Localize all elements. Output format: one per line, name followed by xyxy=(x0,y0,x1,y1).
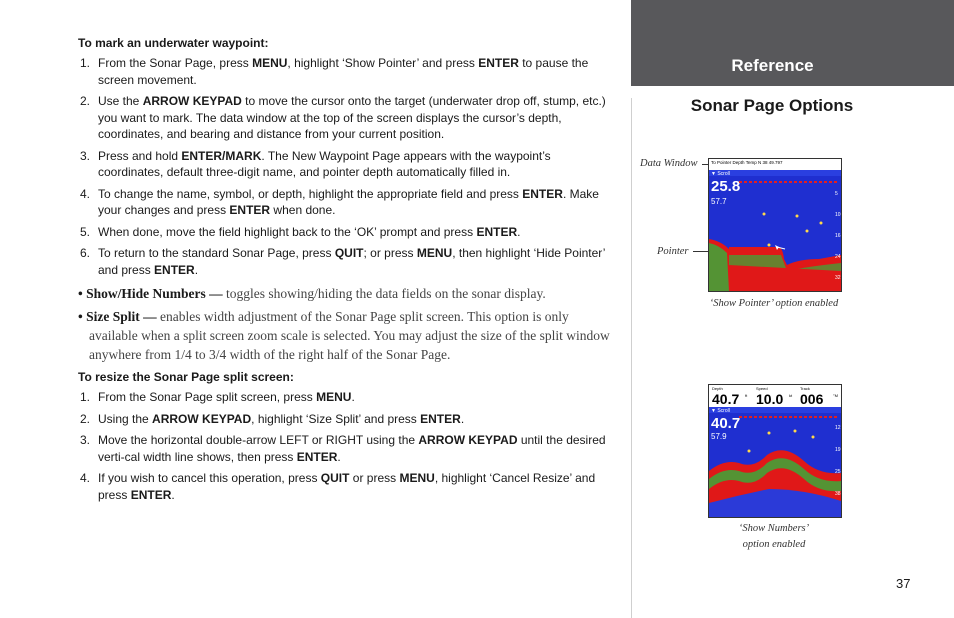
depth-scale-label: 16 xyxy=(835,233,841,239)
fig1-temp-readout: 57.7 xyxy=(711,197,727,206)
step-number: 3. xyxy=(80,148,91,163)
step-number: 4. xyxy=(80,186,91,201)
reference-banner xyxy=(631,0,954,86)
fig2-depth-readout: 40.7 xyxy=(711,415,741,432)
sonar-screenshot-show-pointer xyxy=(708,158,842,292)
step-number: 2. xyxy=(80,411,91,426)
depth-scale-label: 12 xyxy=(835,425,841,431)
depth-scale-label: 19 xyxy=(835,447,841,453)
task1-step-4: 4. To change the name, symbol, or depth, highlight the appropriate field and press ENTER. Make your changes and press ENTER when done. xyxy=(80,186,599,217)
bullet1-text: toggles showing/hiding the data fields on the sonar display. xyxy=(222,286,546,301)
key-name: ENTER xyxy=(154,262,195,277)
task2-heading: To resize the Sonar Page split screen: xyxy=(78,370,294,384)
data-field-unit: kt xyxy=(789,393,793,398)
step-number: 1. xyxy=(80,56,91,70)
key-name: QUIT xyxy=(320,471,350,485)
task2-steps xyxy=(78,389,618,503)
fig2-caption-line1: ‘Show Numbers’ xyxy=(738,523,810,534)
data-field-label: Depth xyxy=(712,386,723,391)
data-field-value: 006 xyxy=(800,391,824,407)
task1-heading: To mark an underwater waypoint: xyxy=(78,36,269,50)
sonar-image-2 xyxy=(709,385,841,517)
bullet1-title: • Show/Hide Numbers — xyxy=(78,286,223,301)
fig1-header-text: To Pointer Depth Temp N 38 49.797 xyxy=(711,160,783,165)
task2-step-4: 4. If you wish to cancel this operation, press QUIT or press MENU, highlight ‘Cancel Resize’ and press ENTER. xyxy=(80,471,596,502)
bullet2-title: • Size Split — xyxy=(78,309,157,324)
depth-scale-label: 32 xyxy=(835,275,841,281)
task1-step-6: 6. To return to the standard Sonar Page, press QUIT; or press MENU, then highlight ‘Hide Pointer’ and press ENTER. xyxy=(80,246,605,277)
column-divider xyxy=(631,98,632,618)
key-name: MENU xyxy=(316,390,352,404)
key-name: QUIT xyxy=(334,246,364,260)
key-name: MENU xyxy=(252,56,288,70)
task1-step-2: 2. Use the ARROW KEYPAD to move the cursor onto the target (underwater drop off, stump, etc.) you want to mark. The data window at the top of the screen displays the cursor’s depth, coordinates, and bearing and distance from your current position. xyxy=(80,94,606,141)
step-number: 4. xyxy=(80,471,91,485)
key-name: ENTER/MARK xyxy=(181,148,262,163)
key-name: MENU xyxy=(416,246,453,260)
key-name: ENTER xyxy=(522,186,563,201)
pointer-label: Pointer xyxy=(657,246,689,257)
key-name: MENU xyxy=(399,471,435,485)
fig2-caption-line2: option enabled xyxy=(742,539,806,550)
data-field-unit: ft xyxy=(745,393,748,398)
task2-step-1: 1. From the Sonar Page split screen, press MENU. xyxy=(80,390,355,404)
bullet2-text: enables width adjustment of the Sonar Page split screen. This option is only available when a split screen zoom scale is selected. You may adjust the size of the split window anywhere from 1/4 to 3/4 width of the right half of the Sonar Page. xyxy=(89,309,610,362)
key-name: ARROW KEYPAD xyxy=(142,94,242,108)
banner-title: Reference xyxy=(731,56,814,75)
depth-scale-label: 5 xyxy=(835,191,838,197)
data-field-value: 10.0 xyxy=(756,391,784,407)
task1-step-3: 3. Press and hold ENTER/MARK. The New Waypoint Page appears with the waypoint’s coordinates, default three-digit name, and pointer depth automatically filled in. xyxy=(80,148,551,179)
task2-step-2: 2. Using the ARROW KEYPAD, highlight ‘Size Split’ and press ENTER. xyxy=(80,411,465,426)
key-name: ENTER xyxy=(476,224,518,239)
fig1-depth-readout: 25.8 xyxy=(711,178,741,195)
depth-scale-label: 10 xyxy=(835,212,841,218)
task1-steps xyxy=(78,55,618,278)
step-number: 5. xyxy=(80,224,91,239)
key-name: ENTER xyxy=(130,487,172,502)
key-name: ARROW KEYPAD xyxy=(152,411,252,426)
depth-scale-label: 38 xyxy=(835,491,841,497)
data-field-unit: °M xyxy=(833,393,838,398)
fig2-scroll-label: ▼ Scroll xyxy=(711,408,730,414)
bullet-show-hide-numbers xyxy=(78,284,618,303)
step-number: 3. xyxy=(80,433,91,447)
step-number: 2. xyxy=(80,94,91,108)
fig1-scroll-label: ▼ Scroll xyxy=(711,171,730,177)
key-name: ARROW KEYPAD xyxy=(418,433,518,447)
key-name: ENTER xyxy=(229,203,271,217)
key-name: ENTER xyxy=(296,449,338,464)
task1-step-5: 5. When done, move the field highlight back to the ‘OK’ prompt and press ENTER. xyxy=(80,224,521,239)
key-name: ENTER xyxy=(478,56,519,70)
key-name: ENTER xyxy=(420,411,461,426)
bullet-size-split xyxy=(78,307,618,364)
page-number: 37 xyxy=(896,576,911,591)
data-field-value: 40.7 xyxy=(712,391,740,407)
data-window-label: Data Window xyxy=(640,158,698,169)
fig2-temp-readout: 57.9 xyxy=(711,432,727,441)
depth-scale-label: 24 xyxy=(835,254,841,260)
task2-step-3: 3. Move the horizontal double-arrow LEFT or RIGHT using the ARROW KEYPAD until the desired verti-cal width line shows, then press ENTER. xyxy=(80,433,606,464)
sonar-image-1 xyxy=(709,159,841,291)
task1-step-1: 1. From the Sonar Page, press MENU, highlight ‘Show Pointer’ and press ENTER to pause the screen movement. xyxy=(80,56,589,87)
main-text-column xyxy=(78,36,618,509)
sonar-screenshot-show-numbers xyxy=(708,384,842,518)
section-title: Sonar Page Options xyxy=(690,96,854,115)
depth-scale-label: 25 xyxy=(835,469,841,475)
data-field-label: Track xyxy=(800,386,810,391)
step-number: 1. xyxy=(80,390,91,404)
step-number: 6. xyxy=(80,246,91,260)
data-field-label: Speed xyxy=(756,386,768,391)
fig1-caption: ‘Show Pointer’ option enabled xyxy=(709,298,839,309)
